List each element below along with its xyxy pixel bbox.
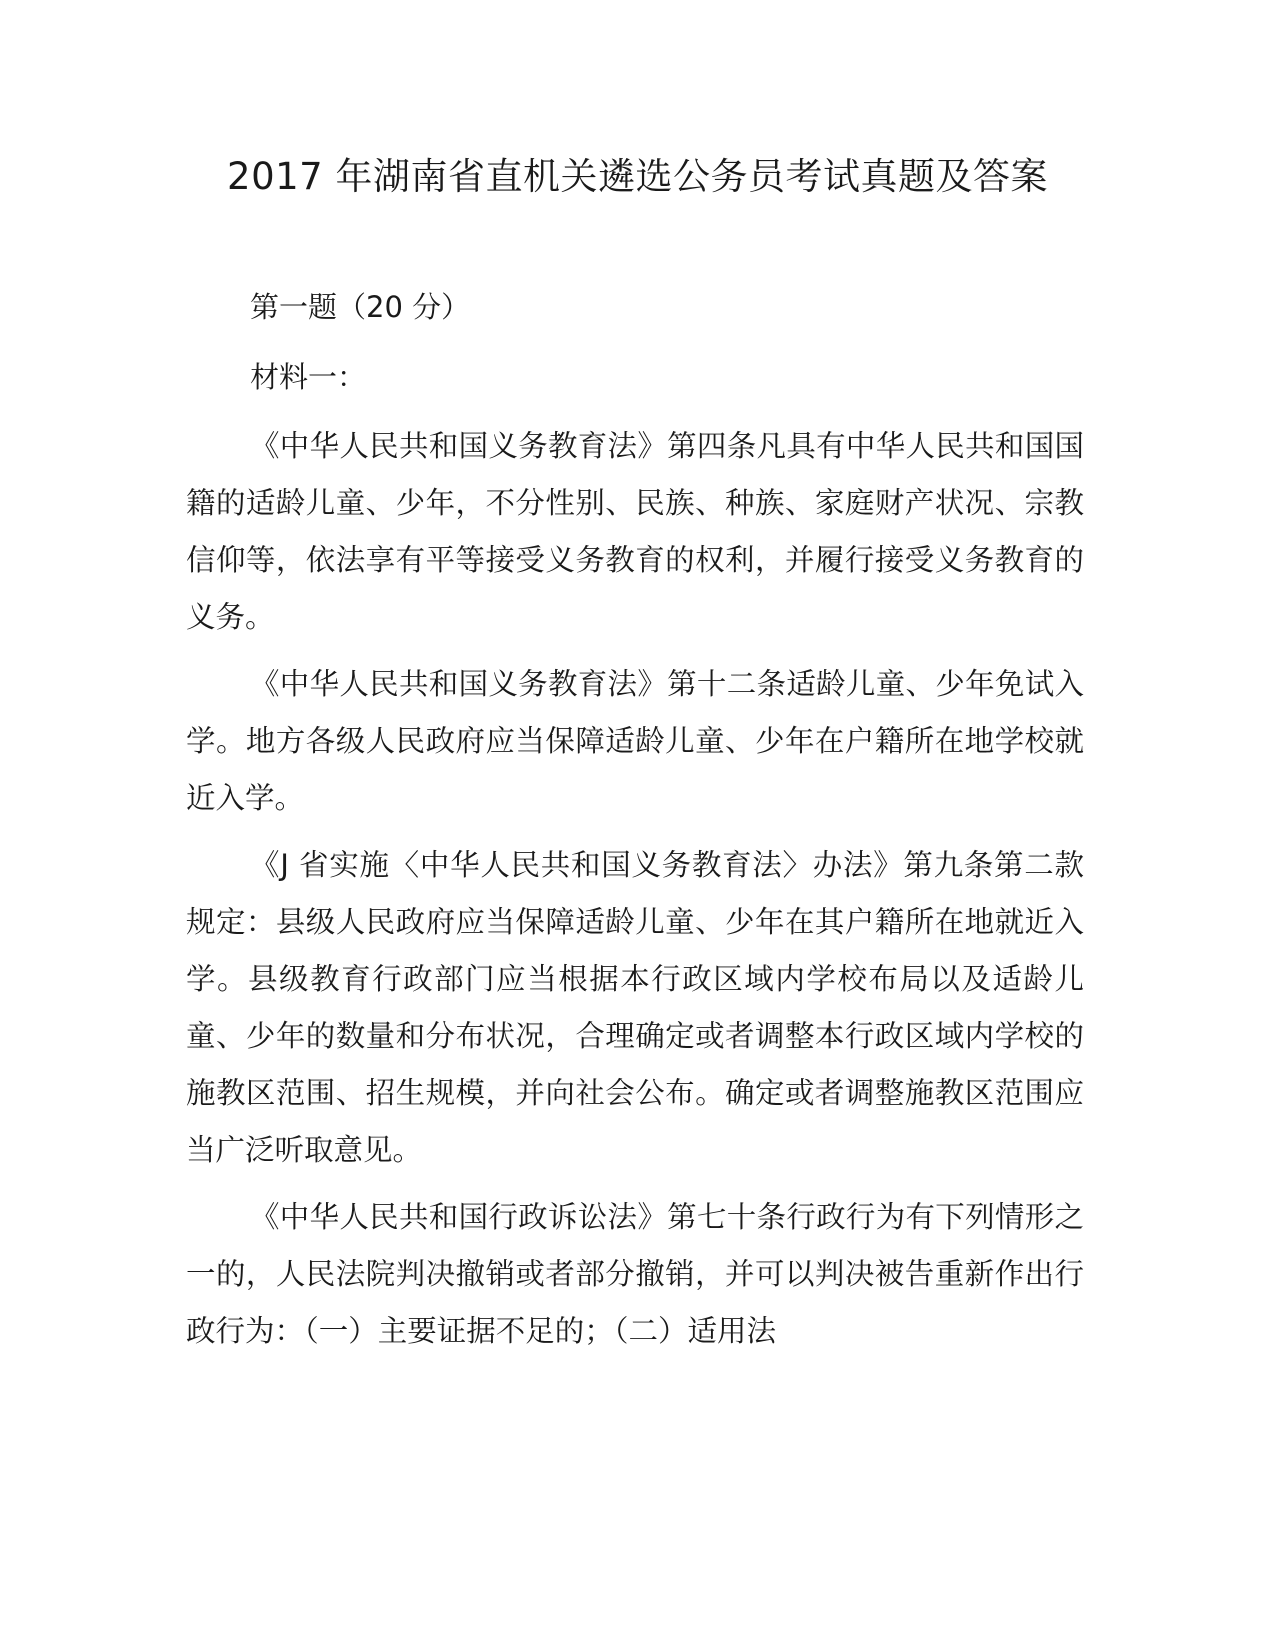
paragraph-compulsory-education-law-article-12: 《中华人民共和国义务教育法》第十二条适龄儿童、少年免试入学。地方各级人民政府应当保障适龄儿童、少年在户籍所在地学校就近入学。 [186,667,1084,815]
paragraph-administrative-litigation-law-article-70: 《中华人民共和国行政诉讼法》第七十条行政行为有下列情形之一的，人民法院判决撤销或者部分撤销，并可以判决被告重新作出行政行为：（一）主要证据不足的；（二）适用法 [186,1200,1084,1348]
paragraph-j-province-implementation-measures: 《J 省实施〈中华人民共和国义务教育法〉办法》第九条第二款规定：县级人民政府应当保障适龄儿童、少年在其户籍所在地就近入学。县级教育行政部门应当根据本行政区域内学校布局以及适龄儿童、少年的数量和分布状况，合理确定或者调整本行政区域内学校的施教区范围、招生规模，并向社会公布。确定或者调整施教区范围应当广泛听取意见。 [186,848,1084,1167]
paragraph-compulsory-education-law-article-4: 《中华人民共和国义务教育法》第四条凡具有中华人民共和国国籍的适龄儿童、少年，不分性别、民族、种族、家庭财产状况、宗教信仰等，依法享有平等接受义务教育的权利，并履行接受义务教育的义务。 [186,429,1084,634]
document-body [186,278,1084,1370]
document-title: 2017 年湖南省直机关遴选公务员考试真题及答案 [227,155,1048,198]
question-heading: 第一题（20 分） [250,290,471,324]
material-heading: 材料一： [250,360,367,394]
